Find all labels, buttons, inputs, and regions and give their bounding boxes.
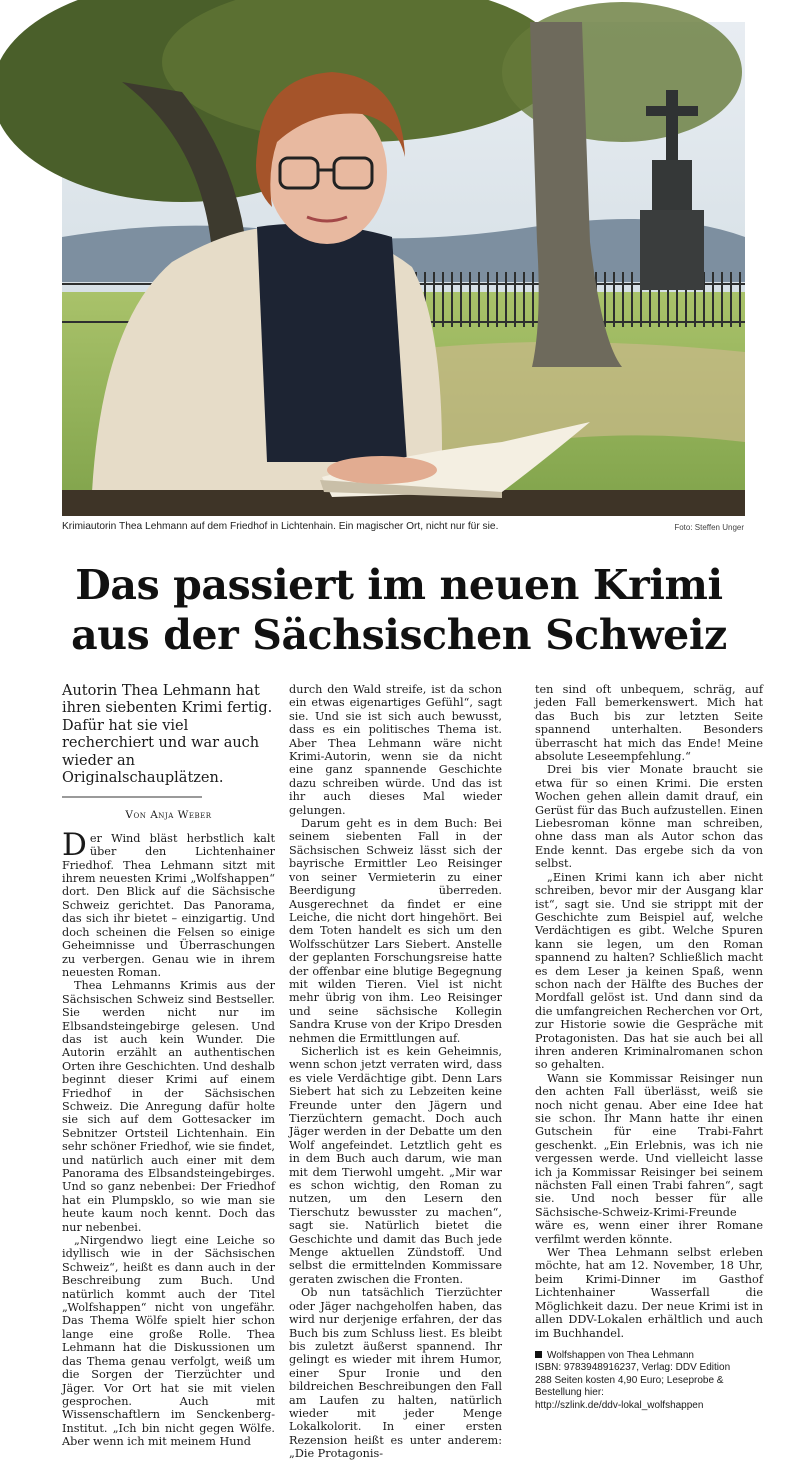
byline [62,809,275,822]
byline-prefix: Von [125,809,147,822]
paragraph: Der Wind bläst herbstlich kalt über den Lichtenhainer Friedhof. Thea Lehmann sitzt mit ihrem neuesten Krimi „Wolfshappen“ dort. Den Blick auf die Sächsische Schweiz gerichtet. Das Panorama, das sich ihr bietet – einzigartig. Und doch scheinen die Felsen so einige Geheimnisse und Überraschungen zu verbergen. Genau wie in ihrem neuesten Roman. [62,826,275,979]
paragraph: durch den Wald streife, ist da schon ein etwas eigenartiges Gefühl“, sagt sie. Und sie ist sich auch bewusst, dass es ein politisches Thema ist. Aber Thea Lehmann wäre nicht Krimi-Autorin, wenn sie da nicht eine ganz spannende Geschichte dazu schreiben würde. Und das ist ihr auch dieses Mal wieder gelungen. [289,683,502,817]
paragraph: Thea Lehmanns Krimis aus der Sächsischen Schweiz sind Bestseller. Sie werden nicht nur im Elbsandsteingebirge gelesen. Und das ist auch kein Wunder. Die Autorin erzählt an authentischen Orten ihre Geschichten. Und deshalb beginnt dieser Krimi auf einem Friedhof in der Sächsischen Schweiz. Die Anregung dafür holte sie sich auf dem Gottesacker im Sebnitzer Ortsteil Lichtenhain. Ein sehr schöner Friedhof, wie sie findet, und natürlich auch einer mit dem Panorama des Elbsandsteingebirges. Und so ganz nebenbei: Der Friedhof hat ein Plumpsklo, so wie man sie heute kaum noch kennt. Doch das nur nebenbei. [62,979,275,1234]
lede: Autorin Thea Lehmann hat ihren siebenten Krimi fertig. Dafür hat sie viel recherchiert und war auch wieder an Originalschauplätzen. [62,683,273,787]
book-info-link[interactable]: http://szlink.de/ddv-lokal_wolfshappen [535,1399,704,1411]
headline-line-2: aus der Sächsischen Schweiz [71,611,727,659]
paragraph: Ob nun tatsächlich Tierzüchter oder Jäger nachgeholfen haben, das wird nur derjenige erfahren, der das Buch bis zum Schluss liest. Es bleibt bis zuletzt äußerst spannend. Ihr gelingt es wieder mit ihrem Humor, einer Spur Ironie und den bildreichen Beschreibungen den Fall am Laufen zu halten, natürlich wieder mit jeder Menge Lokalkolorit. In einer ersten Rezension heißt es unter anderem: „Die Protagonis- [289,1286,502,1461]
byline-author: Anja Weber [150,809,212,822]
paragraph: Wann sie Kommissar Reisinger nun den achten Fall überlässt, weiß sie noch nicht genau. Aber eine Idee hat sie schon. Ihr Mann hatte ihr einen Gutschein für eine Trabi-Fahrt geschenkt. „Ein Erlebnis, was ich nie vergessen werde. Und vielleicht lasse ich ja Kommissar Reisinger bei seinem nächsten Fall einen Trabi fahren“, sagt sie. Und noch besser für alle Sächsische-Schweiz-Krimi-Freunde wäre es, wenn einer ihrer Romane verfilmt werden könnte. [535,1071,763,1246]
paragraph: ten sind oft unbequem, schräg, auf jeden Fall bemerkenswert. Mich hat das Buch bis zur letzten Seite spannend unterhalten. Besonders überrascht hat mich das Ende! Meine absolute Leseempfehlung.“ [535,683,763,764]
column-2 [289,683,502,1461]
book-info-title-row [535,1350,763,1362]
paragraph: „Einen Krimi kann ich aber nicht schreiben, bevor mir der Ausgang klar ist“, sagt sie. Und sie strippt mit der Geschichte zum Beispiel auf, welche Verdächtigen es gibt. Welche Spuren kann sie legen, um den Roman spannend zu halten? Schließlich macht es dem Leser ja keinen Spaß, wenn schon nach der Hälfte des Buches der Mordfall gelöst ist. Und dann sind da die umfangreichen Recherchen vor Ort, zur Historie sowie die Gespräche mit Protagonisten. Das hat sie auch bei all ihren anderen Kriminalromanen schon so gehalten. [535,870,763,1072]
paragraph: Sicherlich ist es kein Geheimnis, wenn schon jetzt verraten wird, dass es viele Verdächtige gibt. Denn Lars Siebert hat sich zu Lebzeiten keine Freunde unter den Jägern und Tierzüchtern gemacht. Doch auch Jäger werden in der Debatte um den Wolf angefeindet. Letztlich geht es in dem Buch auch darum, wie man mit dem Tierwohl umgeht. „Mir war es schon wichtig, den Roman zu nutzen, um den Lesern den Tierschutz bewusster zu machen“, sagt sie. Natürlich bietet die Geschichte und damit das Buch jede Menge aktuellen Zündstoff. Und selbst die ermittelnden Kommissare geraten zwischen die Fronten. [289,1044,502,1286]
photo-credit: Foto: Steffen Unger [674,523,744,532]
bullet-square-icon [535,1351,542,1358]
headline [0,560,798,660]
photo-caption: Krimiautorin Thea Lehmann auf dem Friedhof in Lichtenhain. Ein magischer Ort, nicht nur für sie. [62,521,499,532]
column-1 [62,683,275,1449]
article-photo [62,22,745,516]
column-3 [535,683,763,1412]
book-info-title: Wolfshappen von Thea Lehmann [547,1349,694,1361]
book-info-isbn: ISBN: 9783948916237, Verlag: DDV Edition [535,1362,731,1374]
paragraph: Darum geht es in dem Buch: Bei seinem siebenten Fall in der Sächsischen Schweiz lässt sich der bayrische Ermittler Leo Reisinger von seiner Vermieterin zu einer Beerdigung überreden. Ausgerechnet da findet er eine Leiche, die nicht dort hingehört. Bei dem Toten handelt es sich um den Wolfsschützer Lars Siebert. Anstelle der geplanten Forschungsreise hatte der offenbar eine blutige Begegnung mit wilden Tieren. Viel ist nicht mehr übrig von ihm. Leo Reisinger und seine sächsische Kollegin Sandra Kruse von der Kripo Dresden nehmen die Ermittlungen auf. [289,817,502,1045]
book-info-box [535,1350,763,1412]
headline-line-1: Das passiert im neuen Krimi [75,561,723,609]
photo-illustration [62,22,745,516]
paragraph: Drei bis vier Monate braucht sie etwa für so einen Krimi. Die ersten Wochen gehen allein damit drauf, ein Gerüst für das Buch aufzustellen. Einen Liebesroman könne man schreiben, ohne dass man als Autor schon das Ende kennt. Das ergebe sich da von selbst. [535,763,763,871]
lede-divider [62,796,202,798]
paragraph: „Nirgendwo liegt eine Leiche so idyllisch wie in der Sächsischen Schweiz“, heißt es dann auch in der Beschreibung zum Buch. Und natürlich kommt auch der Titel „Wolfshappen“ nicht von ungefähr. Das Thema Wölfe spielt hier schon lange eine große Rolle. Thea Lehmann hat die Diskussionen um das Thema genau verfolgt, weiß um die Sorgen der Tierzüchter und Jäger. Vor Ort hat sie mit vielen gesprochen. Auch mit Wissenschaftlern im Senckenberg-Institut. „Ich bin nicht gegen Wölfe. Aber wenn ich mit meinem Hund [62,1234,275,1449]
book-info-price: 288 Seiten kosten 4,90 Euro; Leseprobe & Bestellung hier: [535,1374,724,1399]
paragraph: Wer Thea Lehmann selbst erleben möchte, hat am 12. November, 18 Uhr, beim Krimi-Dinner im Gasthof Lichtenhainer Wasserfall die Möglichkeit dazu. Der neue Krimi ist in allen DDV-Lokalen erhältlich und auch im Buchhandel. [535,1246,763,1340]
